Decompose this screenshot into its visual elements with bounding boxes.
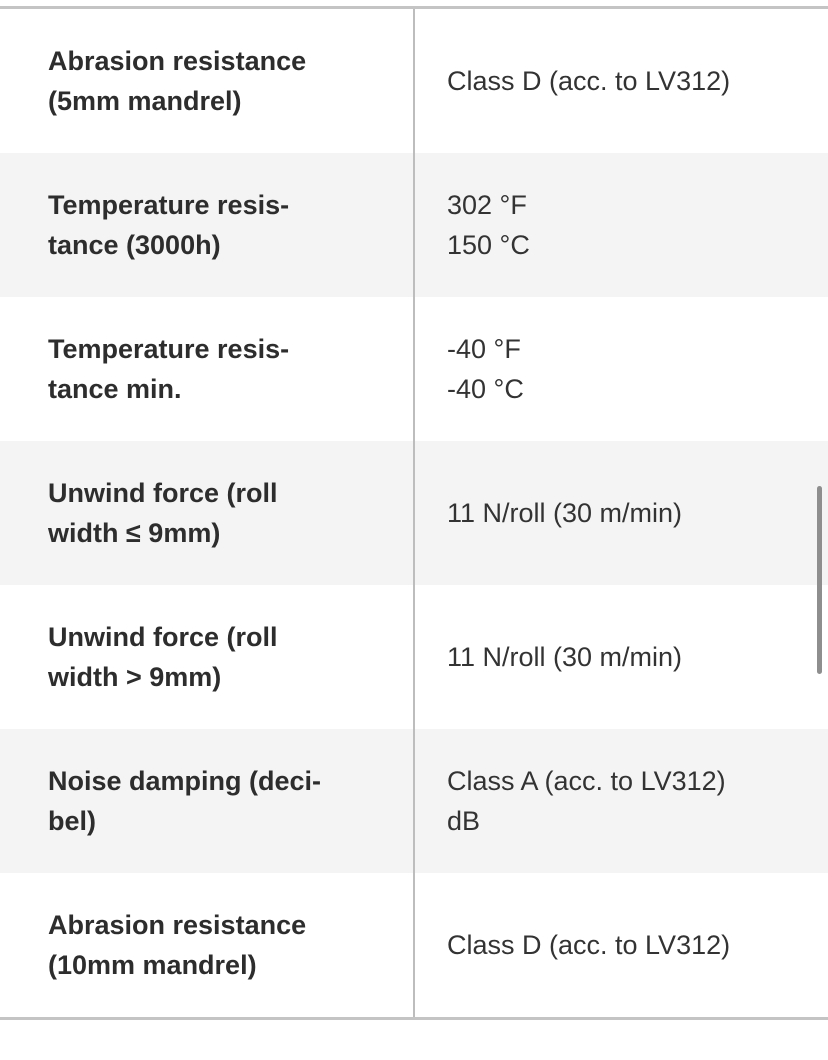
spec-value	[413, 297, 828, 441]
spec-label: Abrasion resistance (5mm mandrel)	[48, 46, 307, 116]
spec-value-line: -40 °F	[447, 334, 521, 364]
column-divider	[413, 9, 415, 1017]
spec-value-line: -40 °C	[447, 374, 524, 404]
spec-value	[413, 729, 828, 873]
spec-value	[413, 873, 828, 1017]
spec-label: Unwind force (roll width ≤ 9mm)	[48, 478, 278, 548]
spec-label: Abrasion resistance (10mm mandrel)	[48, 910, 307, 980]
table-bottom-border	[0, 1017, 828, 1020]
spec-value	[413, 9, 828, 153]
spec-value-line: 11 N/roll (30 m/min)	[447, 642, 683, 672]
spec-value	[413, 441, 828, 585]
spec-value-line: 150 °C	[447, 230, 530, 260]
spec-value-line: dB	[447, 806, 481, 836]
spec-value-line: 11 N/roll (30 m/min)	[447, 498, 683, 528]
spec-label: Unwind force (roll width > 9mm)	[48, 622, 278, 692]
spec-value	[413, 153, 828, 297]
spec-value-line: Class D (acc. to LV312)	[447, 930, 731, 960]
vertical-scrollbar[interactable]	[817, 486, 822, 674]
spec-value-line: Class A (acc. to LV312)	[447, 766, 726, 796]
spec-label: Noise damping (deci- bel)	[48, 766, 322, 836]
spec-value-line: Class D (acc. to LV312)	[447, 66, 731, 96]
spec-value	[413, 585, 828, 729]
spec-value-line: 302 °F	[447, 190, 527, 220]
spec-label: Temperature resis- tance (3000h)	[48, 190, 290, 260]
spec-label: Temperature resis- tance min.	[48, 334, 290, 404]
